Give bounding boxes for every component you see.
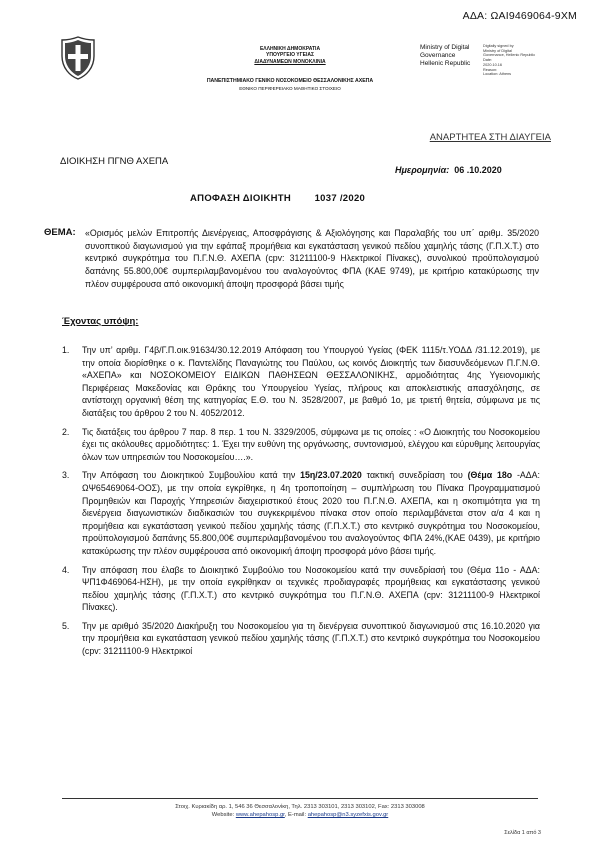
header-line-2: ΥΠΟΥΡΓΕΙΟ ΥΓΕΙΑΣ bbox=[266, 52, 314, 58]
department: ΔΙΟΙΚΗΣΗ ΠΓΝΘ ΑΧΕΠΑ bbox=[60, 156, 169, 167]
decision-number: 1037 /2020 bbox=[314, 193, 366, 204]
signature-line: Digitally signed by bbox=[483, 44, 514, 48]
footer-divider bbox=[62, 798, 538, 799]
item-number: 2. bbox=[62, 426, 70, 437]
ministry-line: Ministry of Digital bbox=[420, 44, 470, 51]
header-line-3: ΔΙΑΔΥΝΑΜΕΩΝ ΜΟΝΟΚΛΙΝΙΑ bbox=[254, 59, 326, 65]
date-label: Ημερομηνία: bbox=[395, 165, 450, 175]
list-item bbox=[62, 344, 540, 420]
footer bbox=[100, 803, 500, 819]
document-date bbox=[395, 165, 502, 175]
website-link[interactable]: www.ahepahosp.gr bbox=[235, 812, 285, 818]
subject-ref: (Θέμα 18ο bbox=[467, 470, 513, 481]
website-label: Website: bbox=[211, 812, 236, 818]
signature-ministry bbox=[420, 44, 470, 68]
publish-note: ΑΝΑΡΤΗΤΕΑ ΣΤΗ ΔΙΑΥΓΕΙΑ bbox=[429, 132, 551, 143]
signature-line: Location: Athens bbox=[483, 72, 512, 77]
considerations-list bbox=[62, 344, 540, 664]
considering-heading: Έχοντας υπόψη: bbox=[62, 316, 139, 327]
header-line-1: ΕΛΛΗΝΙΚΗ ΔΗΜΟΚΡΑΤΙΑ bbox=[259, 46, 321, 52]
signature-line: 2020.10.16 bbox=[483, 62, 503, 67]
item-text: Την με αριθμό 35/2020 Διακήρυξη του Νοσοκομείου για τη διενέργεια συνοπτικού διαγωνισμού στις 16.10.2020 για την προμήθεια και εγκατάσταση γενικού πεδίου χαμηλής τάσης (Γ.Π.Χ.Τ.) στο κεντρικό συγκρότημα του Νοσοκομείου (cpv: 31211100-9 Ηλεκτρικοί bbox=[82, 620, 540, 657]
decision-label: ΑΠΟΦΑΣΗ ΔΙΟΙΚΗΤΗ bbox=[190, 193, 292, 204]
email-label: , E-mail: bbox=[284, 812, 308, 818]
footer-address: Στοιχ. Κυριακίδη αρ. 1, 546 36 Θεσσαλονίκη, Τηλ. 2313 303101, 2313 303102, Fax: 2313 303008 bbox=[175, 804, 425, 810]
list-item bbox=[62, 469, 540, 557]
item-text: Την Απόφαση του Διοικητικού Συμβουλίου κατά την bbox=[82, 470, 301, 481]
item-text: Τις διατάξεις του άρθρου 7 παρ. 8 περ. 1 του Ν. 3329/2005, σύμφωνα με τις οποίες : «Ο Διοικητής του Νοσοκομείου έχει τις ακόλουθες αρμοδιότητες: 1. Έχει την ευθύνη της οργάνωσης, συντονισμού, ελέγχου και εύρυθμης λειτουργίας όλων των υπηρεσιών του Νοσοκομείου….». bbox=[82, 426, 540, 462]
subject-label: ΘΕΜΑ: bbox=[44, 227, 76, 238]
subject-text: «Ορισμός μελών Επιτροπής Διενέργειας, Αποσφράγισης & Αξιολόγησης και Παραλαβής του υπ΄ αριθμ. 35/2020 συνοπτικού διαγωνισμού για την εφάπαξ προμήθεια και εγκατάσταση γενικού πεδίου χαμηλής τάσης (Γ.Π.Χ.Τ.) στο κεντρικό συγκρότημα του Π.Γ.Ν.Θ. ΑΧΕΠΑ (cpv: 31211100-9 Ηλεκτρικοί Πίνακες), συνολικού προϋπολογισμού δαπάνης 55.800,00€ συμπεριλαμβανομένου του αναλογούντος ΦΠΑ (ΚΑΕ 9749), με κριτήριο κατακύρωσης την πλέον συμφέρουσα από οικονομική άποψη προσφορά βάσει τιμής bbox=[85, 228, 539, 289]
item-text: Την υπ’ αριθμ. Γ4β/Γ.Π.οικ.91634/30.12.2019 Απόφαση του Υπουργού Υγείας (ΦΕΚ 1115/τ.ΥΟΔΔ /31.12.2019), με την οποία διορίσθηκε ο κ. Παντελίδης Παναγιώτης του Παύλου, ως κοινός Διοικητής των διασυνδεόμενων Π.Γ.Ν.Θ. «ΑΧΕΠΑ» και ΝΟΣΟΚΟΜΕΙΟΥ ΕΙΔΙΚΩΝ ΠΑΘΗΣΕΩΝ ΘΕΣΣΑΛΟΝΙΚΗΣ, αρμοδιότητας 4ης Υγειονομικής Περιφέρειας Μακεδονίας και Θράκης του Υπουργείου Υγείας, πλήρους και αποκλειστικής απασχόλησης, σε αντίστοιχη οργανική θέση της κατηγορίας Ε.Θ. του Ν. 3528/2007, με βαθμό 1ο, με τριετή θητεία, σύμφωνα με τις διατάξεις του άρθρου 2 του Ν. 4052/2012. bbox=[82, 345, 540, 418]
ministry-line: Governance bbox=[420, 52, 456, 59]
ministry-line: Hellenic Republic bbox=[420, 60, 471, 67]
signature-line: Date: bbox=[483, 58, 493, 63]
footer-contact bbox=[100, 811, 500, 819]
header-line-5: ΕΘΝΙΚΟ ΠΕΡΙΦΕΡΕΙΑΚΟ ΜΑΘΗΤΙΚΟ ΣΤΟΙΧΕΙΟ bbox=[239, 86, 341, 91]
date-value: 06 .10.2020 bbox=[454, 165, 502, 175]
list-item bbox=[62, 426, 540, 464]
item-number: 4. bbox=[62, 564, 70, 575]
signature-line: Governance, Hellenic Republic bbox=[483, 53, 536, 58]
session-date: 15η/23.07.2020 bbox=[300, 470, 362, 481]
header-hospital: ΠΑΝΕΠΙΣΤΗΜΙΑΚΟ ΓΕΝΙΚΟ ΝΟΣΟΚΟΜΕΙΟ ΘΕΣΣΑΛΟΝΙΚΗΣ ΑΧΕΠΑ bbox=[206, 78, 374, 84]
item-number: 5. bbox=[62, 620, 70, 631]
item-text: -ΑΔΑ: ΩΨ65469064-ΟΟΣ), με την οποία εγκρίθηκε, η 4η τροποποίηση – συμπλήρωση του Πίνακα Προγραμματισμού Προμηθειών και Παροχής Υπηρεσιών διαχειριστικού έτους 2020 του Π.Γ.Ν.Θ. ΑΧΕΠΑ, και η σκοπιμότητα για τη διενέργεια διαγωνιστικών διαδικασιών του συγκεκριμένου πίνακα στον οποίο περιλαμβάνεται στον α/α 4 και η προμήθεια και εγκατάσταση γενικού πεδίου χαμηλής τάσης (Γ.Π.Χ.Τ.) στο κεντρικό συγκρότημα του Νοσοκομείου, προϋπολογισμού δαπάνης 55.800,00€ συμπεριλαμβανομένου του αναλογούντος ΦΠΑ 24%,(ΚΑΕ 0439), με κριτήριο κατακύρωσης την πλέον συμφέρουσα από οικονομική άποψη προσφορά μόνο βάσει τιμής. bbox=[82, 470, 540, 556]
page-number: Σελίδα 1 από 3 bbox=[504, 830, 541, 836]
item-text: τακτική συνεδρίαση του bbox=[361, 470, 468, 481]
email-link[interactable]: ahepahosp@n3.syzefxis.gov.gr bbox=[307, 812, 389, 818]
item-text: Την απόφαση που έλαβε το Διοικητικό Συμβούλιο του Νοσοκομείου κατά την συνεδρίασή του (Θέμα 11ο - ΑΔΑ: ΨΠ1Φ469064-ΗΣΗ), με την οποία εγκρίθηκαν οι τεχνικές προδιαγραφές προμήθειας και εγκατάστασης γενικού πεδίου χαμηλής τάσης (Γ.Π.Χ.Τ.) στο κεντρικό συγκρότημα του Π.Γ.Ν.Θ. ΑΧΕΠΑ (cpv: 31211100-9 Ηλεκτρικοί Πίνακες). bbox=[82, 564, 540, 613]
ada-code: ΑΔΑ: ΩΑΙ9469064-9ΧΜ bbox=[462, 10, 577, 22]
greek-emblem-icon bbox=[60, 36, 96, 80]
signature-line: Ministry of Digital bbox=[483, 48, 512, 53]
item-number: 3. bbox=[62, 470, 70, 481]
list-item bbox=[62, 564, 540, 614]
signature-line: Reason: bbox=[483, 67, 498, 72]
item-number: 1. bbox=[62, 345, 70, 355]
signature-details bbox=[483, 44, 535, 77]
list-item bbox=[62, 620, 540, 658]
decision-title bbox=[190, 193, 365, 204]
